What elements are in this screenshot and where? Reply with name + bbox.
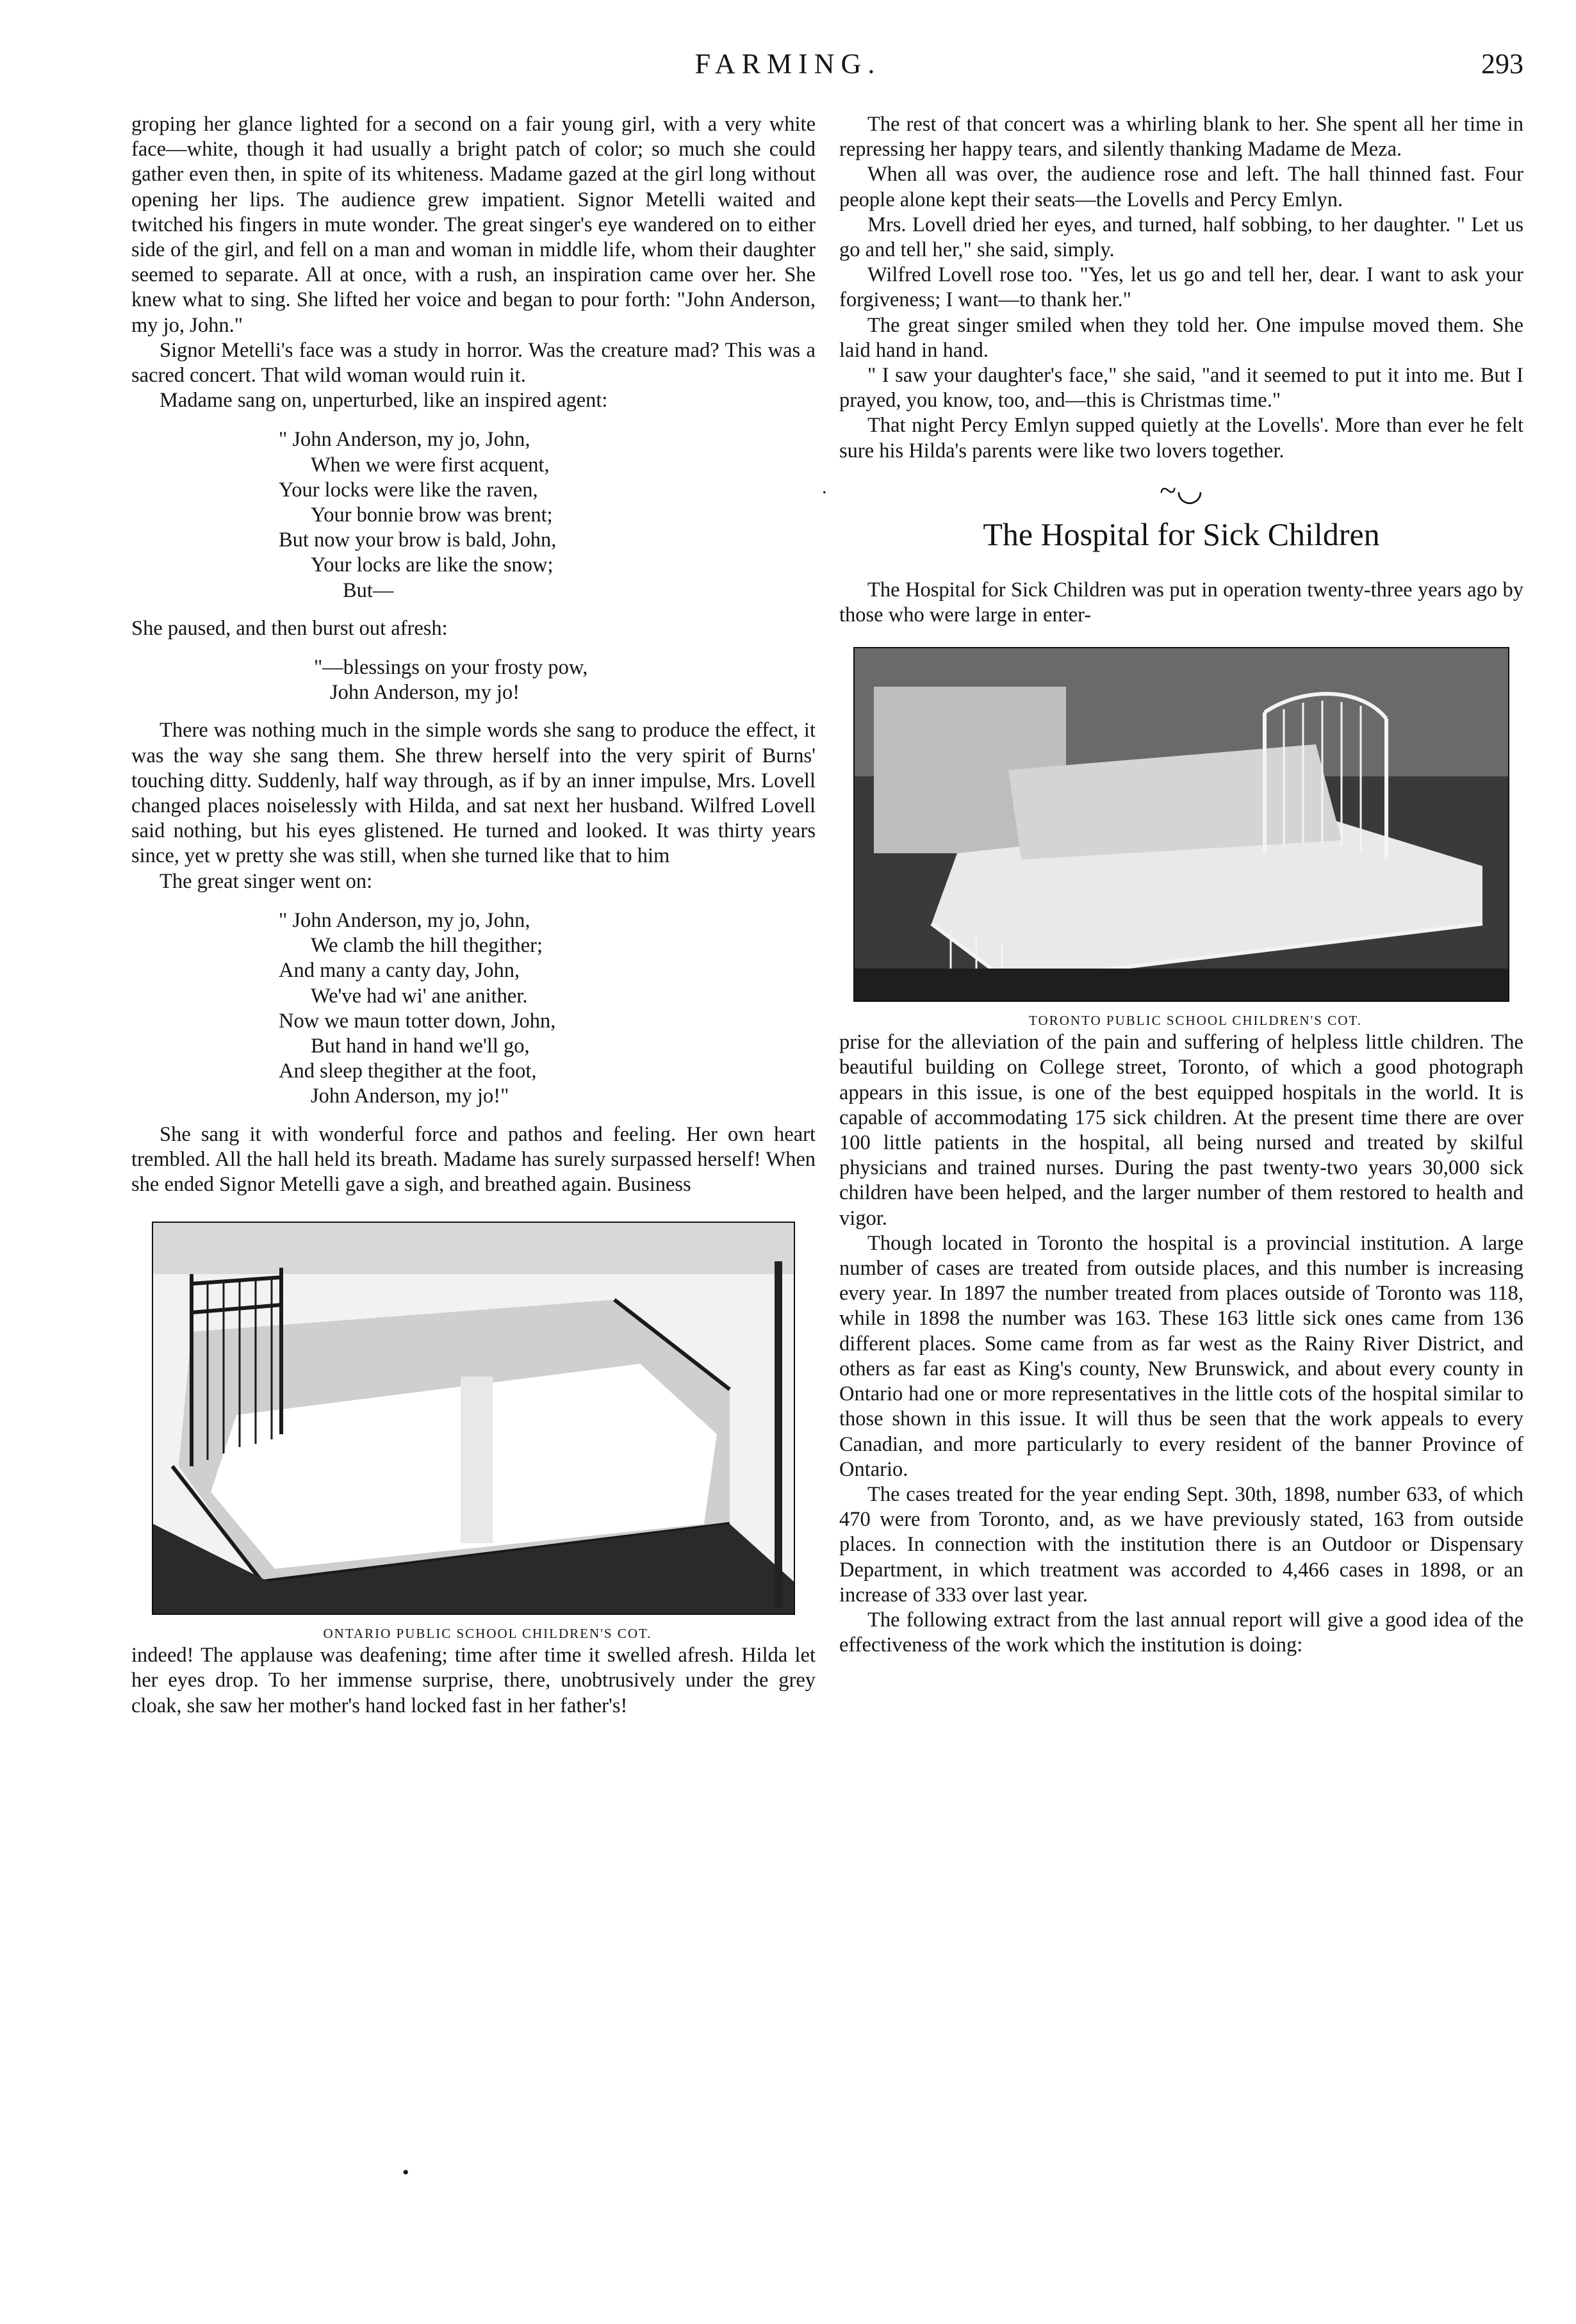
verse-block	[131, 908, 816, 1109]
section-ornament-icon: ~◡	[1160, 473, 1203, 507]
verse-line: Your locks were like the raven,	[279, 478, 538, 502]
paragraph: She paused, and then burst out afresh:	[131, 616, 448, 640]
verse-line: But now your brow is bald, John,	[279, 528, 557, 552]
paragraph: The Hospital for Sick Children was put in operation twenty-three years ago by those who were large in enter-	[839, 578, 1523, 627]
paragraph: Madame sang on, unperturbed, like an inspired agent:	[160, 389, 608, 413]
paragraph: When all was over, the audience rose and left. The hall thinned fast. Four people alone kept their seats—the Lovells and Percy Emlyn.	[839, 163, 1523, 211]
verse-line: We clamb the hill thegither;	[311, 934, 543, 958]
paragraph: The great singer smiled when they told her. One impulse moved them. She laid hand in hand.	[839, 313, 1523, 362]
running-title: FARMING.	[694, 48, 882, 79]
paragraph: The rest of that concert was a whirling blank to her. She spent all her time in repressing her happy tears, and silently thanking Madame de Meza.	[839, 113, 1523, 161]
stray-bullet-mark: •	[402, 2162, 409, 2183]
page-number: 293	[1481, 48, 1523, 79]
paragraph: Though located in Toronto the hospital is a provincial institution. A large number of cases are treated from outside places, and this number is increasing every year. In 1897 the number treated from places outside of Toronto was 118, while in 1898 the number was 163. These 163 little sick ones came from 136 different places. Some came from as far west as the Rainy River District, and others as far east as King's county, New Brunswick, and about every county in Ontario had one or more representatives in the little cots of the hospital similar to those shown in this issue. It will thus be seen that the work appeals to every Canadian, and more particularly to every resident of the banner Province of Ontario.	[839, 1231, 1523, 1481]
paragraph: Signor Metelli's face was a study in horror. Was the creature mad? This was a sacred concert. That wild woman would ruin it.	[131, 338, 816, 388]
verse-line: Your bonnie brow was brent;	[311, 503, 553, 527]
verse-line: And sleep thegither at the foot,	[279, 1060, 537, 1083]
verse-block	[131, 427, 816, 603]
paragraph: That night Percy Emlyn supped quietly at the Lovells'. More than ever he felt sure his Hilda's parents were like two lovers together.	[839, 414, 1523, 462]
verse-line: And many a canty day, John,	[279, 959, 520, 983]
paragraph: The following extract from the last annual report will give a good idea of the effectiveness of the work which the institution is doing:	[839, 1608, 1523, 1657]
photo-caption: ONTARIO PUBLIC SCHOOL CHILDREN'S COT.	[323, 1626, 652, 1642]
verse-line: But hand in hand we'll go,	[311, 1034, 530, 1058]
verse-line: We've had wi' ane anither.	[311, 984, 528, 1008]
paragraph: groping her glance lighted for a second on a fair young girl, with a very white face—white, though it had usually a bright patch of color; so much she could gather even then, in spite of its whiteness. Madame gazed at the girl long without opening her lips. The audience grew impatient. Signor Metelli waited and twitched his fingers in mute wonder. The great singer's eye wandered on to either side of the girl, and fell on a man and woman in middle life, whom their daughter seemed to separate. All at once, with a rush, an inspiration came over her. She knew what to sing. She lifted her voice and began to pour forth: "John Anderson, my jo, John."	[131, 113, 816, 337]
verse-line: " John Anderson, my jo, John,	[279, 908, 530, 932]
verse-line: John Anderson, my jo!"	[311, 1084, 509, 1108]
paragraph: indeed! The applause was deafening; time after time it swelled afresh. Hilda let her eyes drop. To her immense surprise, there, unobtrusively under the grey cloak, she saw her mother's hand locked fast in her father's!	[131, 1644, 816, 1717]
verse-line: But—	[343, 578, 394, 602]
paragraph: The great singer went on:	[160, 869, 373, 893]
paragraph: " I saw your daughter's face," she said, "and it seemed to put it into me. But I prayed, you know, too, and—this is Christmas time."	[839, 364, 1523, 413]
paragraph: She sang it with wonderful force and pathos and feeling. Her own heart trembled. All the hall held its breath. Madame has surely surpassed herself! When she ended Signor Metelli gave a sigh, and breathed again. Business	[131, 1122, 816, 1196]
cot-photograph-ontario	[152, 1222, 795, 1615]
left-column	[131, 112, 816, 1719]
paragraph: The cases treated for the year ending Sept. 30th, 1898, number 633, of which 470 were from Toronto, and, as we have previously stated, 163 from outside places. In connection with the institution there is an Outdoor or Dispensary Department, in which treatment was accorded to 4,466 cases in 1898, or an increase of 333 over last year.	[839, 1482, 1523, 1607]
paragraph: Wilfred Lovell rose too. "Yes, let us go and tell her, dear. I want to ask your forgiveness; I want—to thank her."	[839, 263, 1523, 312]
photo-caption: TORONTO PUBLIC SCHOOL CHILDREN'S COT.	[1029, 1013, 1362, 1029]
paragraph: There was nothing much in the simple words she sang to produce the effect, it was the way she sang them. She threw herself into the very spirit of Burns' touching ditty. Suddenly, half way through, as if by an inner impulse, Mrs. Lovell changed places noiselessly with Hilda, and sat next her husband. Wilfred Lovell said nothing, but his eyes glistened. He turned and looked. It was thirty years since, yet w pretty she was still, when she turned like that to him	[131, 719, 816, 868]
right-column	[839, 112, 1523, 1658]
page-header	[0, 40, 1576, 91]
verse-line: " John Anderson, my jo, John,	[279, 428, 530, 452]
paragraph: Mrs. Lovell dried her eyes, and turned, half sobbing, to her daughter. " Let us go and tell her," she said, simply.	[839, 213, 1523, 262]
verse-line: Your locks are like the snow;	[311, 553, 554, 577]
verse-line: John Anderson, my jo!	[330, 681, 520, 705]
margin-dot: .	[822, 477, 827, 498]
paragraph: prise for the alleviation of the pain and suffering of helpless little children. The beautiful building on College street, Toronto, of which a good photograph appears in this issue, is one of the best equipped hospitals in the world. It is capable of accommodating 175 sick children. At the present time there are over 100 little patients in the hospital, all being nursed and treated by skilful physicians and trained nurses. During the past twenty-two years 30,000 sick children have been helped, and the larger number of them restored to health and vigor.	[839, 1031, 1523, 1230]
bed-illustration	[153, 1223, 794, 1614]
verse-block	[131, 655, 816, 705]
bed-illustration	[855, 648, 1508, 1001]
section-title: The Hospital for Sick Children	[983, 516, 1380, 552]
cot-photograph-toronto	[853, 647, 1509, 1002]
verse-line: When we were first acquent,	[311, 453, 550, 477]
verse-line: "—blessings on your frosty pow,	[314, 656, 588, 680]
verse-line: Now we maun totter down, John,	[279, 1009, 556, 1033]
